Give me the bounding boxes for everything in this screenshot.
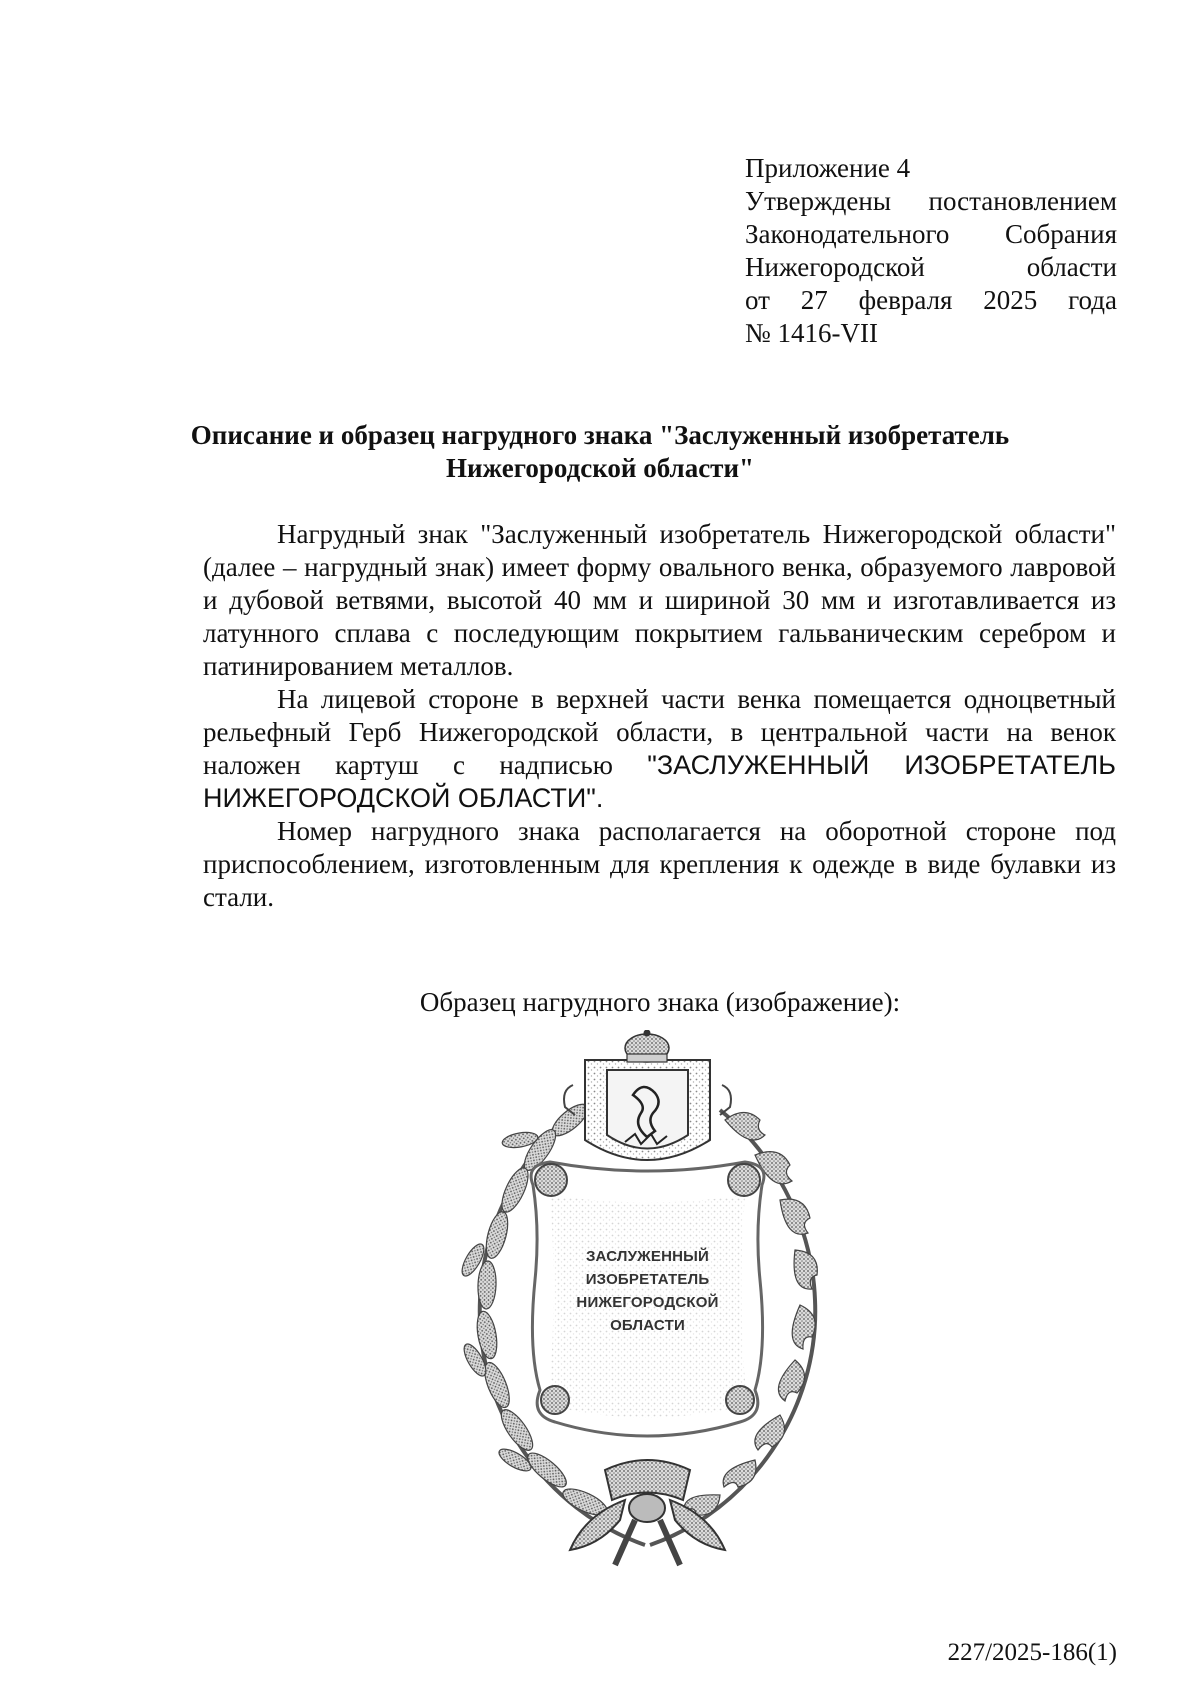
paragraph-shape-material: Нагрудный знак "Заслуженный изобретатель Нижегородской области" (далее – нагрудный знак) имеет форму овального венка, образуемого лавровой и дубовой ветвями, высотой 40 мм и шириной 30 мм и изготавливается из латунного сплава с последующим покрытием гальваническим серебром и патинированием металлов. [203,519,1116,681]
paragraph-front-side-text: На лицевой стороне в верхней части венка помещается одноцветный рельефный Герб Нижегородской области, в центральной части на венок наложен картуш с надписью [203,684,1116,780]
decree-date: от 27 февраля 2025 года [745,285,1117,315]
appendix-number: Приложение 4 [745,153,911,183]
decree-number: № 1416-VII [745,318,878,348]
legislative-body-line-2: Нижегородской области [745,252,1117,282]
cartouche-inscription [555,1245,740,1337]
cartouche-line-2: ИЗОБРЕТАТЕЛЬ [585,1271,710,1288]
legislative-body-line-1: Законодательного Собрания [745,219,1117,249]
sample-caption: Образец нагрудного знака (изображение): [419,987,901,1017]
appendix-header [745,152,1117,350]
cartouche-line-3: НИЖЕГОРОДСКОЙ [576,1294,719,1311]
coat-of-arms-icon [564,1030,731,1160]
crown-icon [625,1030,669,1062]
paragraph-reverse-side: Номер нагрудного знака располагается на оборотной стороне под приспособлением, изготовленным для крепления к одежде в виде булавки из стали. [203,816,1116,912]
cartouche-line-1: ЗАСЛУЖЕННЫЙ [585,1248,710,1265]
title-line-1: Описание и образец нагрудного знака "Заслуженный изобретатель [190,420,1010,450]
title-line-2: Нижегородской области" [445,453,754,483]
cartouche-line-4: ОБЛАСТИ [610,1317,685,1334]
paragraph-front-side [203,683,1116,815]
cartouche-inscription-text: "ЗАСЛУЖЕННЫЙ ИЗОБРЕТАТЕЛЬ НИЖЕГОРОДСКОЙ ОБЛАСТИ". [203,750,1116,813]
document-title [180,419,1020,485]
approved-line: Утверждены постановлением [745,186,1117,216]
document-registration-number: 227/2025-186(1) [947,1639,1117,1666]
description-body [203,518,1116,914]
badge-image [455,1030,840,1575]
